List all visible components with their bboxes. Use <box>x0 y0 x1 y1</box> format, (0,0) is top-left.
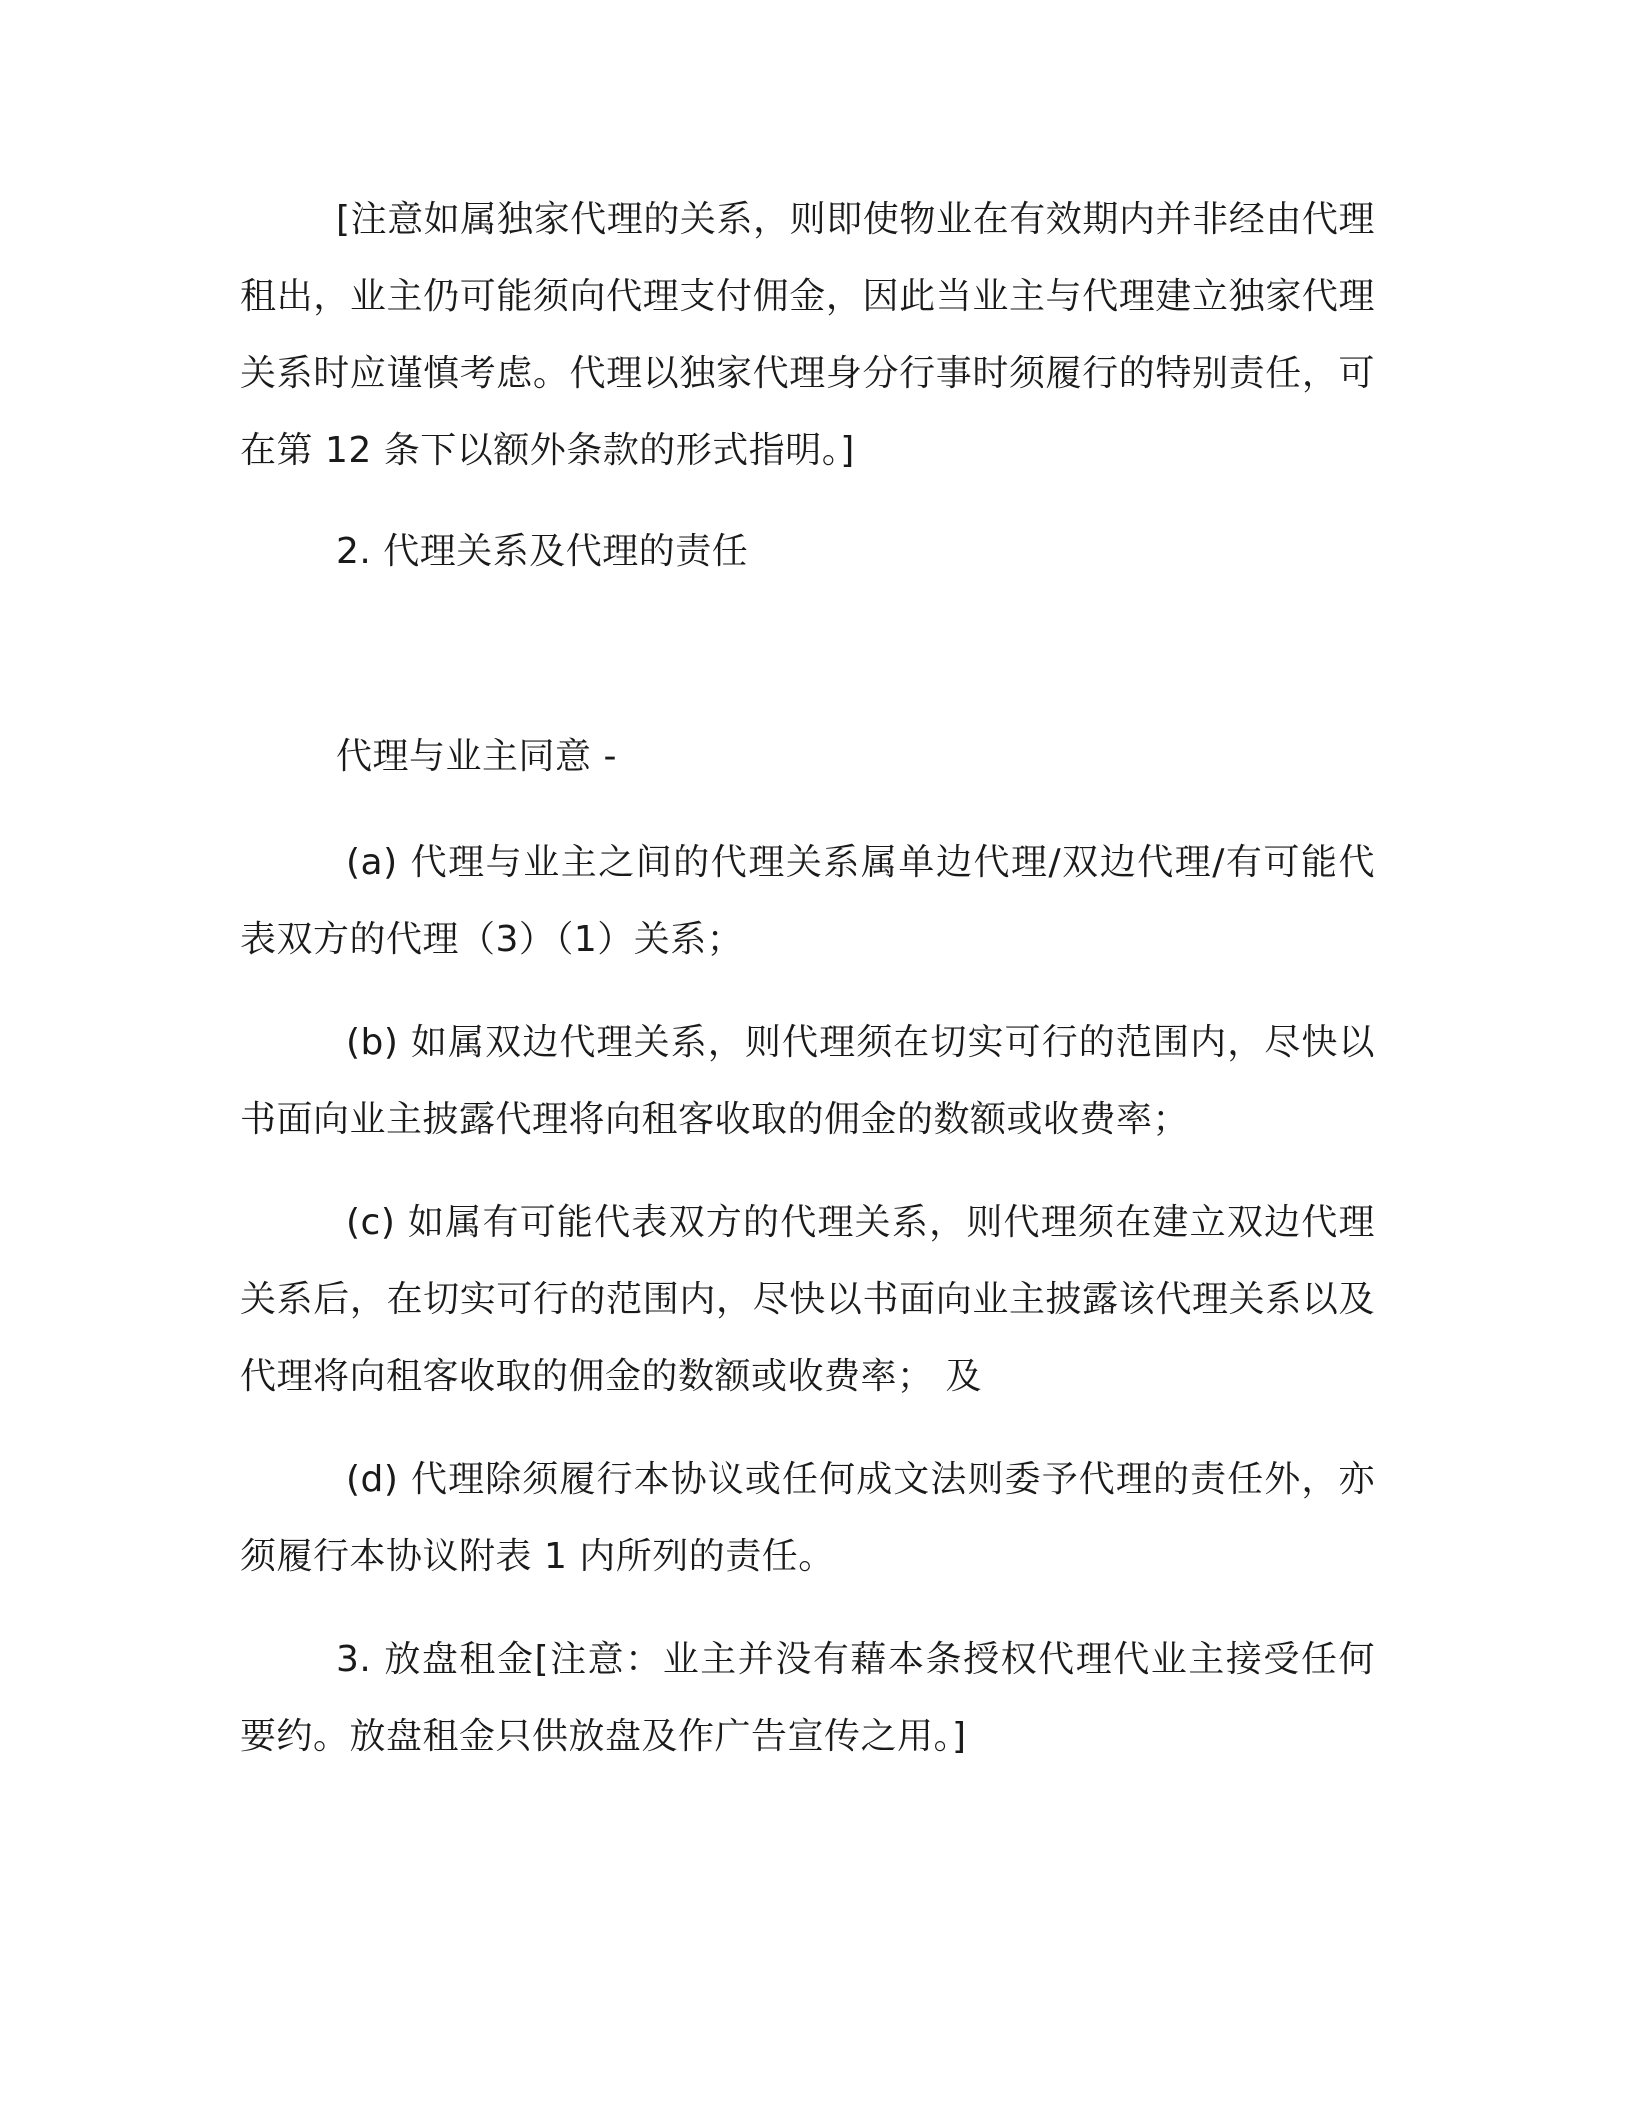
clause-d: (d) 代理除须履行本协议或任何成文法则委予代理的责任外，亦须履行本协议附表 1 内所列的责任。 <box>240 1459 1375 1577</box>
clause-a: (a) 代理与业主之间的代理关系属单边代理/双边代理/有可能代表双方的代理（3）（1）关系； <box>240 842 1375 960</box>
exclusive-agency-note: [注意如属独家代理的关系，则即使物业在有效期内并非经由代理租出，业主仍可能须向代理支付佣金，因此当业主与代理建立独家代理关系时应谨慎考虑。代理以独家代理身分行事时须履行的特别责任，可在第 12 条下以额外条款的形式指明。] <box>240 199 1375 471</box>
section-2-intro: 代理与业主同意 - <box>336 736 617 777</box>
section-2-heading: 2. 代理关系及代理的责任 <box>336 531 749 572</box>
section-3-listing-rent: 3. 放盘租金[注意：业主并没有藉本条授权代理代业主接受任何要约。放盘租金只供放盘及作广告宣传之用。] <box>240 1639 1375 1757</box>
clause-b: (b) 如属双边代理关系，则代理须在切实可行的范围内，尽快以书面向业主披露代理将向租客收取的佣金的数额或收费率； <box>240 1022 1375 1140</box>
clause-c: (c) 如属有可能代表双方的代理关系，则代理须在建立双边代理关系后，在切实可行的范围内，尽快以书面向业主披露该代理关系以及代理将向租客收取的佣金的数额或收费率； 及 <box>240 1202 1375 1397</box>
